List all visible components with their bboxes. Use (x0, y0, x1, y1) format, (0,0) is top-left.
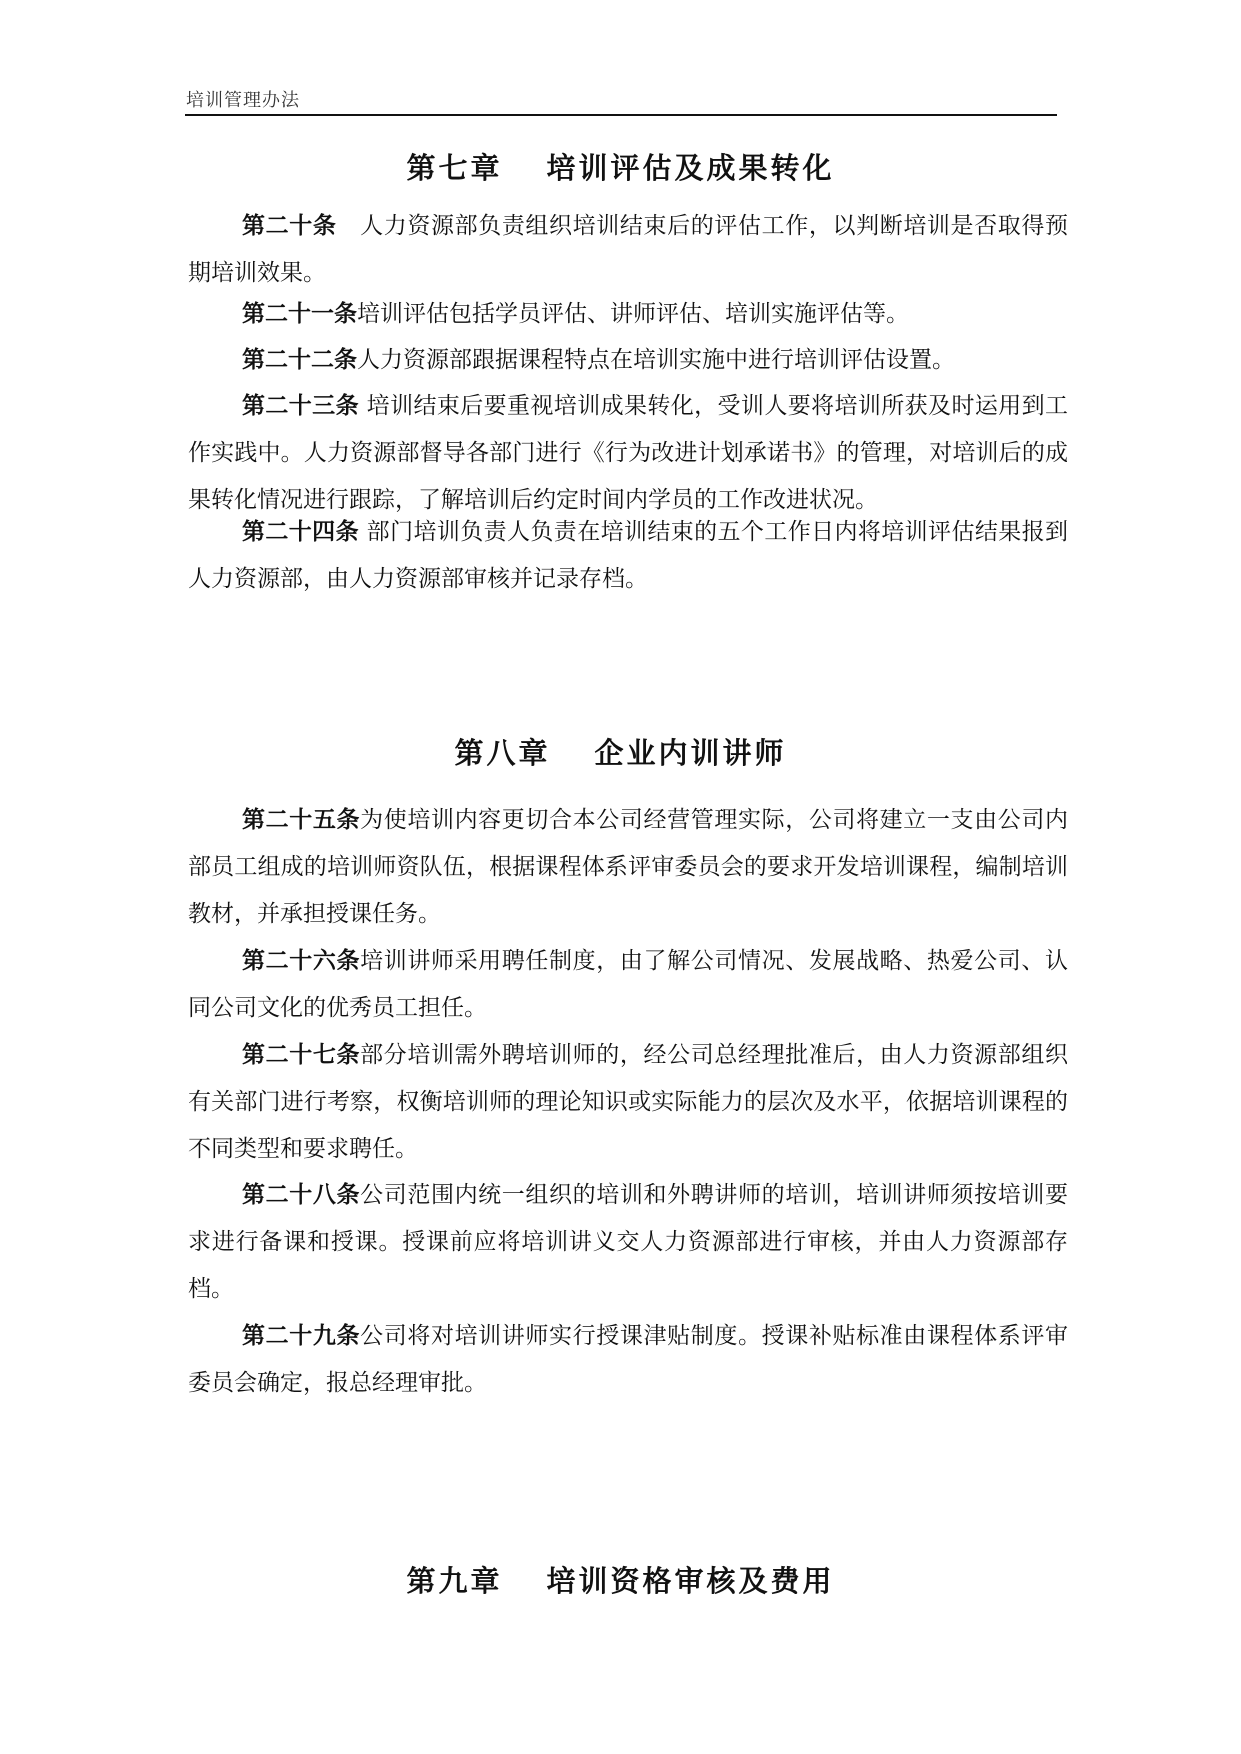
article-number: 第二十三条 (242, 392, 359, 419)
article-text: 人力资源部跟据课程特点在培训实施中进行培训评估设置。 (357, 347, 955, 373)
article-text: 人力资源部负责组织培训结束后的评估工作，以判断培训是否取得预期培训效果。 (188, 213, 1069, 286)
article-text: 部分培训需外聘培训师的，经公司总经理批准后，由人力资源部组织有关部门进行考察，权衡培训师的理论知识或实际能力的层次及水平，依据培训课程的不同类型和要求聘任。 (188, 1042, 1069, 1162)
chapter-7-heading (0, 146, 1241, 187)
article-number: 第二十八条 (242, 1181, 361, 1208)
article-number: 第二十条 (242, 212, 337, 239)
running-header: 培训管理办法 (186, 90, 300, 111)
article-21 (188, 290, 1068, 338)
article-number: 第二十四条 (242, 518, 359, 545)
article-text: 公司范围内统一组织的培训和外聘讲师的培训，培训讲师须按培训要求进行备课和授课。授课前应将培训讲义交人力资源部进行审核，并由人力资源部存档。 (188, 1182, 1069, 1302)
article-28 (188, 1171, 1068, 1313)
article-number: 第二十二条 (242, 346, 357, 373)
chapter-number: 第八章 (454, 736, 551, 770)
article-26 (188, 937, 1068, 1032)
article-25 (188, 796, 1068, 938)
article-number: 第二十一条 (242, 300, 357, 327)
article-23 (188, 382, 1068, 524)
article-text: 为使培训内容更切合本公司经营管理实际，公司将建立一支由公司内部员工组成的培训师资队伍，根据课程体系评审委员会的要求开发培训课程，编制培训教材，并承担授课任务。 (188, 807, 1069, 927)
article-29 (188, 1312, 1068, 1407)
article-27 (188, 1031, 1068, 1173)
chapter-8-heading (0, 731, 1241, 772)
chapter-9-heading (0, 1559, 1241, 1600)
chapter-title: 培训评估及成果转化 (546, 151, 835, 185)
article-number: 第二十六条 (242, 947, 361, 974)
chapter-number: 第九章 (406, 1564, 503, 1598)
article-text: 培训评估包括学员评估、讲师评估、培训实施评估等。 (357, 301, 909, 327)
chapter-title: 培训资格审核及费用 (546, 1564, 835, 1598)
chapter-title: 企业内训讲师 (594, 736, 787, 770)
header-rule (185, 114, 1057, 116)
article-22 (188, 336, 1068, 384)
article-20 (188, 202, 1068, 297)
article-text: 公司将对培训讲师实行授课津贴制度。授课补贴标准由课程体系评审委员会确定，报总经理审批。 (188, 1323, 1069, 1396)
article-number: 第二十九条 (242, 1322, 361, 1349)
article-text: 部门培训负责人负责在培训结束的五个工作日内将培训评估结果报到人力资源部，由人力资源部审核并记录存档。 (188, 519, 1069, 592)
article-text: 培训结束后要重视培训成果转化，受训人要将培训所获及时运用到工作实践中。人力资源部督导各部门进行《行为改进计划承诺书》的管理，对培训后的成果转化情况进行跟踪，了解培训后约定时间内学员的工作改进状况。 (188, 393, 1069, 513)
article-number: 第二十五条 (242, 806, 361, 833)
article-text: 培训讲师采用聘任制度，由了解公司情况、发展战略、热爱公司、认同公司文化的优秀员工担任。 (188, 948, 1069, 1021)
chapter-number: 第七章 (406, 151, 503, 185)
article-number: 第二十七条 (242, 1041, 361, 1068)
article-24 (188, 508, 1068, 603)
